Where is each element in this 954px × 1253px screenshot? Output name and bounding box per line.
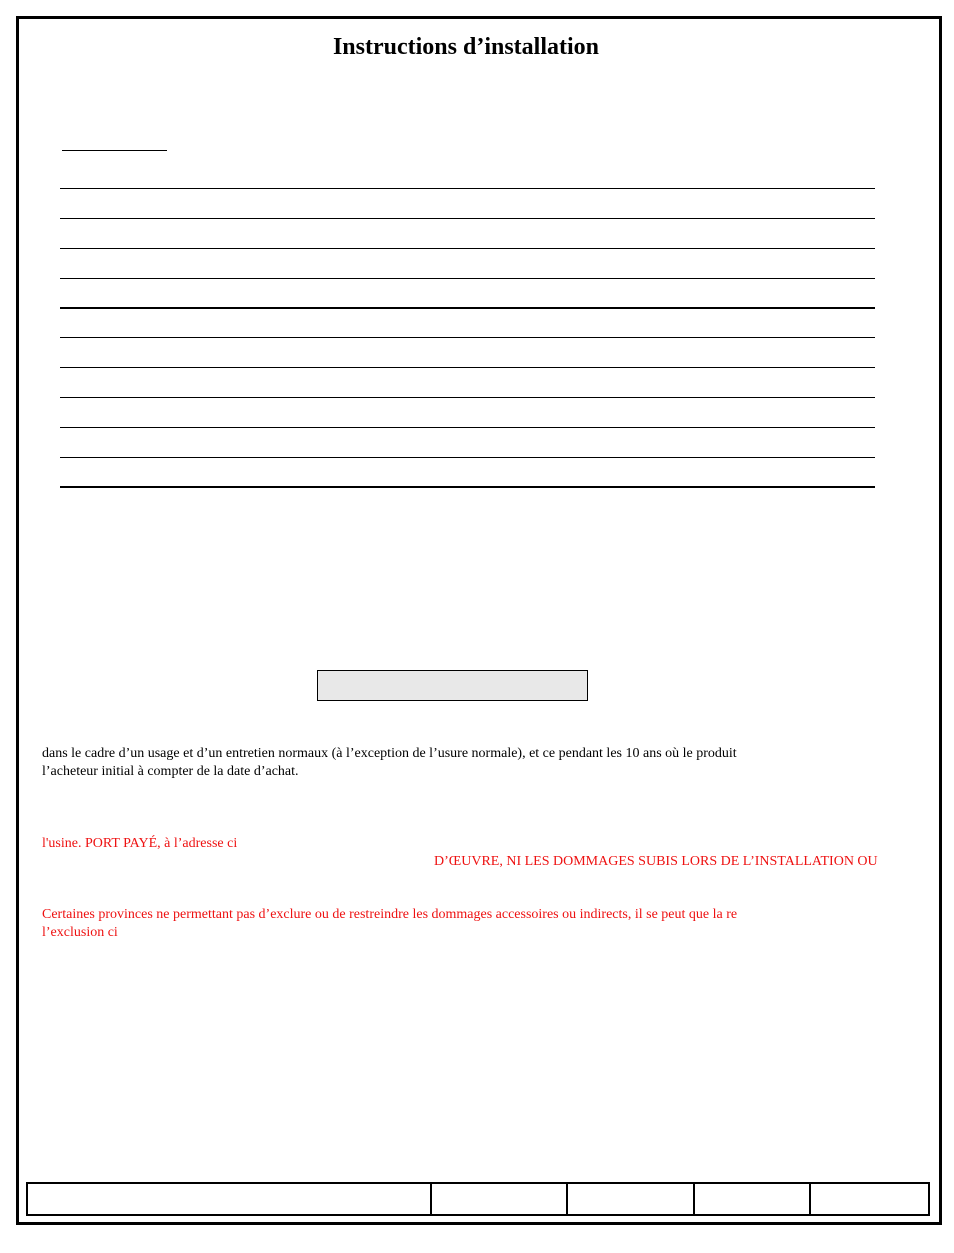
provinces-text-line-1: Certaines provinces ne permettant pas d’exclure ou de restreindre les dommages accessoires ou indirects, il se peut que la re — [42, 907, 738, 922]
provinces-text-line-2: l’exclusion ci — [42, 925, 118, 940]
blank-line — [60, 427, 875, 428]
gray-heading-box — [317, 670, 588, 701]
blank-line — [60, 278, 875, 279]
blank-line — [60, 397, 875, 398]
footer-cell — [568, 1184, 695, 1214]
footer-cell — [695, 1184, 811, 1214]
blank-line — [60, 248, 875, 249]
blank-line — [60, 367, 875, 368]
blank-line — [60, 337, 875, 338]
blank-line — [60, 307, 875, 309]
warranty-text-line-2: l’acheteur initial à compter de la date d’achat. — [42, 764, 299, 779]
blank-line — [60, 486, 875, 488]
blank-line — [60, 457, 875, 458]
page-title: Instructions d’installation — [332, 34, 600, 60]
return-address-text: l'usine. PORT PAYÉ, à l’adresse ci — [42, 836, 238, 851]
footer-table — [26, 1182, 930, 1216]
page-border — [16, 16, 942, 1225]
footer-cell — [28, 1184, 432, 1214]
blank-line — [60, 218, 875, 219]
exclusion-caps-text: D’ŒUVRE, NI LES DOMMAGES SUBIS LORS DE L’INSTALLATION OU — [434, 854, 878, 869]
footer-cell — [432, 1184, 568, 1214]
blank-line — [60, 188, 875, 189]
short-underline — [62, 150, 167, 151]
footer-cell — [811, 1184, 928, 1214]
warranty-text-line-1: dans le cadre d’un usage et d’un entretien normaux (à l’exception de l’usure normale), et ce pendant les 10 ans où le produit — [42, 746, 737, 761]
